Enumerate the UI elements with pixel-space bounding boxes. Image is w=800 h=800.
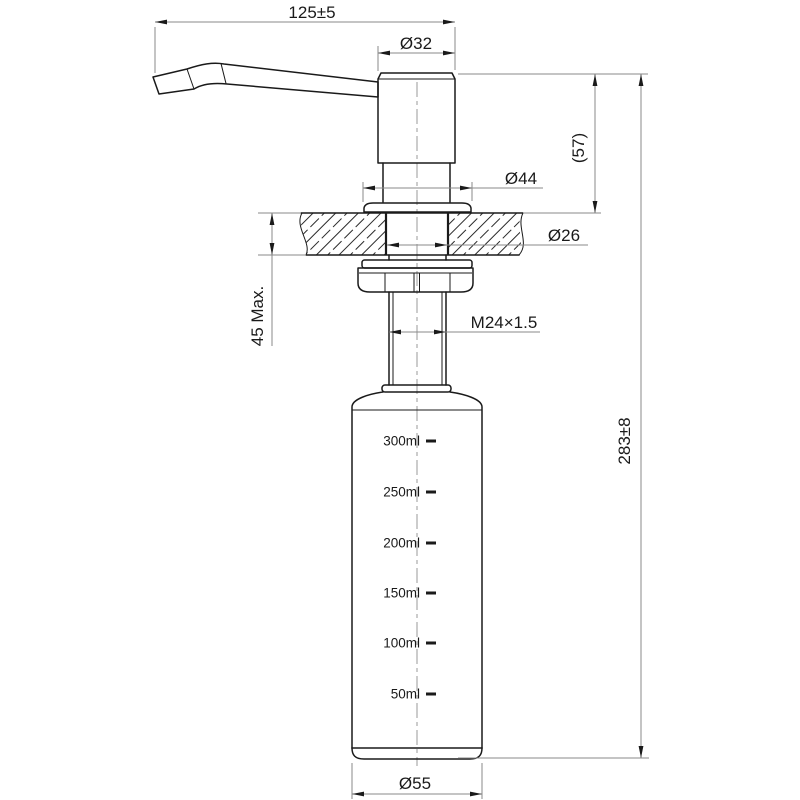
arrow-down — [270, 243, 275, 255]
dim-counter-thickness — [248, 213, 306, 346]
spout-outline — [153, 63, 378, 97]
arrow-up — [593, 74, 598, 86]
dim-spout-reach-label: 125±5 — [288, 3, 336, 22]
dim-bottle-diameter-label: Ø55 — [398, 774, 432, 793]
arrow-right — [460, 186, 472, 191]
arrow-down — [593, 201, 598, 213]
dim-exposed-height — [458, 74, 648, 213]
dim-thread-spec — [389, 313, 540, 334]
dim-counter-thickness-label: 45 Max. — [248, 285, 267, 347]
arrow-left — [387, 243, 399, 248]
dim-flange-diameter — [363, 169, 543, 202]
spout-joint-line-2 — [221, 64, 226, 84]
bottle-shoulder-right — [450, 392, 482, 748]
locking-nut — [358, 268, 473, 292]
arrow-up — [639, 74, 644, 86]
dim-exposed-height-label: (57) — [569, 132, 588, 164]
scale-label-150ml: 150ml — [383, 585, 420, 601]
scale-label-300ml: 300ml — [383, 433, 420, 449]
arrow-left — [378, 51, 390, 56]
dim-overall-height-label: 283±8 — [615, 417, 634, 465]
arrow-up — [270, 213, 275, 225]
dim-bottle-diameter — [352, 763, 482, 799]
counter-hatch-left — [301, 213, 386, 255]
arrow-right — [434, 330, 446, 335]
arrow-left — [352, 792, 364, 797]
scale-label-250ml: 250ml — [383, 484, 420, 500]
bottle-shoulder-left — [352, 392, 383, 748]
arrow-right — [443, 20, 455, 25]
dim-head-diameter-label: Ø32 — [399, 34, 433, 53]
dim-hole-diameter-label: Ø26 — [547, 226, 581, 245]
arrow-right — [443, 51, 455, 56]
spout-joint-line-1 — [187, 69, 194, 89]
arrow-right — [435, 243, 447, 248]
mounting-hardware — [358, 255, 473, 392]
dim-head-diameter — [378, 34, 455, 71]
counter-hatch-right — [448, 213, 522, 255]
dim-overall-height — [458, 74, 649, 758]
arrow-right — [470, 792, 482, 797]
scale-label-50ml: 50ml — [390, 686, 420, 702]
arrow-left — [389, 330, 401, 335]
arrow-down — [639, 746, 644, 758]
spout — [153, 63, 378, 97]
countertop-section — [300, 213, 523, 255]
bottle-scale — [383, 434, 436, 702]
scale-label-100ml: 100ml — [383, 635, 420, 651]
scale-label-200ml: 200ml — [383, 535, 420, 551]
dim-flange-diameter-label: Ø44 — [504, 169, 538, 188]
arrow-left — [363, 186, 375, 191]
dim-thread-spec-label: M24×1.5 — [470, 313, 538, 332]
arrow-left — [155, 20, 167, 25]
